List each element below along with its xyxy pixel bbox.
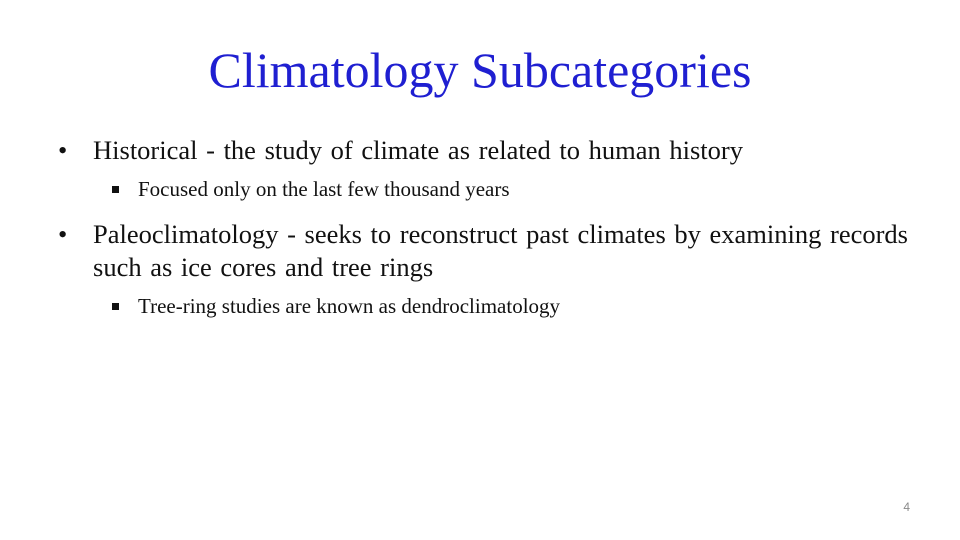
bullet-historical: [58, 134, 908, 167]
bullet-text: Paleoclimatology - seeks to reconstruct past climates by examining records such as ice cores and tree rings: [93, 219, 908, 282]
square-bullet-icon: [112, 303, 119, 310]
bullet-text: Historical - the study of climate as related to human history: [93, 135, 743, 165]
sub-bullet-text: Focused only on the last few thousand years: [138, 177, 510, 201]
page-number: 4: [903, 500, 910, 514]
sub-bullet-paleoclimatology: [58, 291, 908, 321]
sub-bullet-text: Tree-ring studies are known as dendroclimatology: [138, 294, 561, 318]
bullet-list: [58, 134, 908, 335]
sub-bullet-historical: [58, 174, 908, 204]
bullet-paleoclimatology: [58, 218, 908, 284]
bullet-dot-icon: •: [58, 219, 68, 249]
slide-title: Climatology Subcategories: [208, 42, 752, 98]
bullet-dot-icon: •: [58, 135, 68, 165]
square-bullet-icon: [112, 186, 119, 193]
